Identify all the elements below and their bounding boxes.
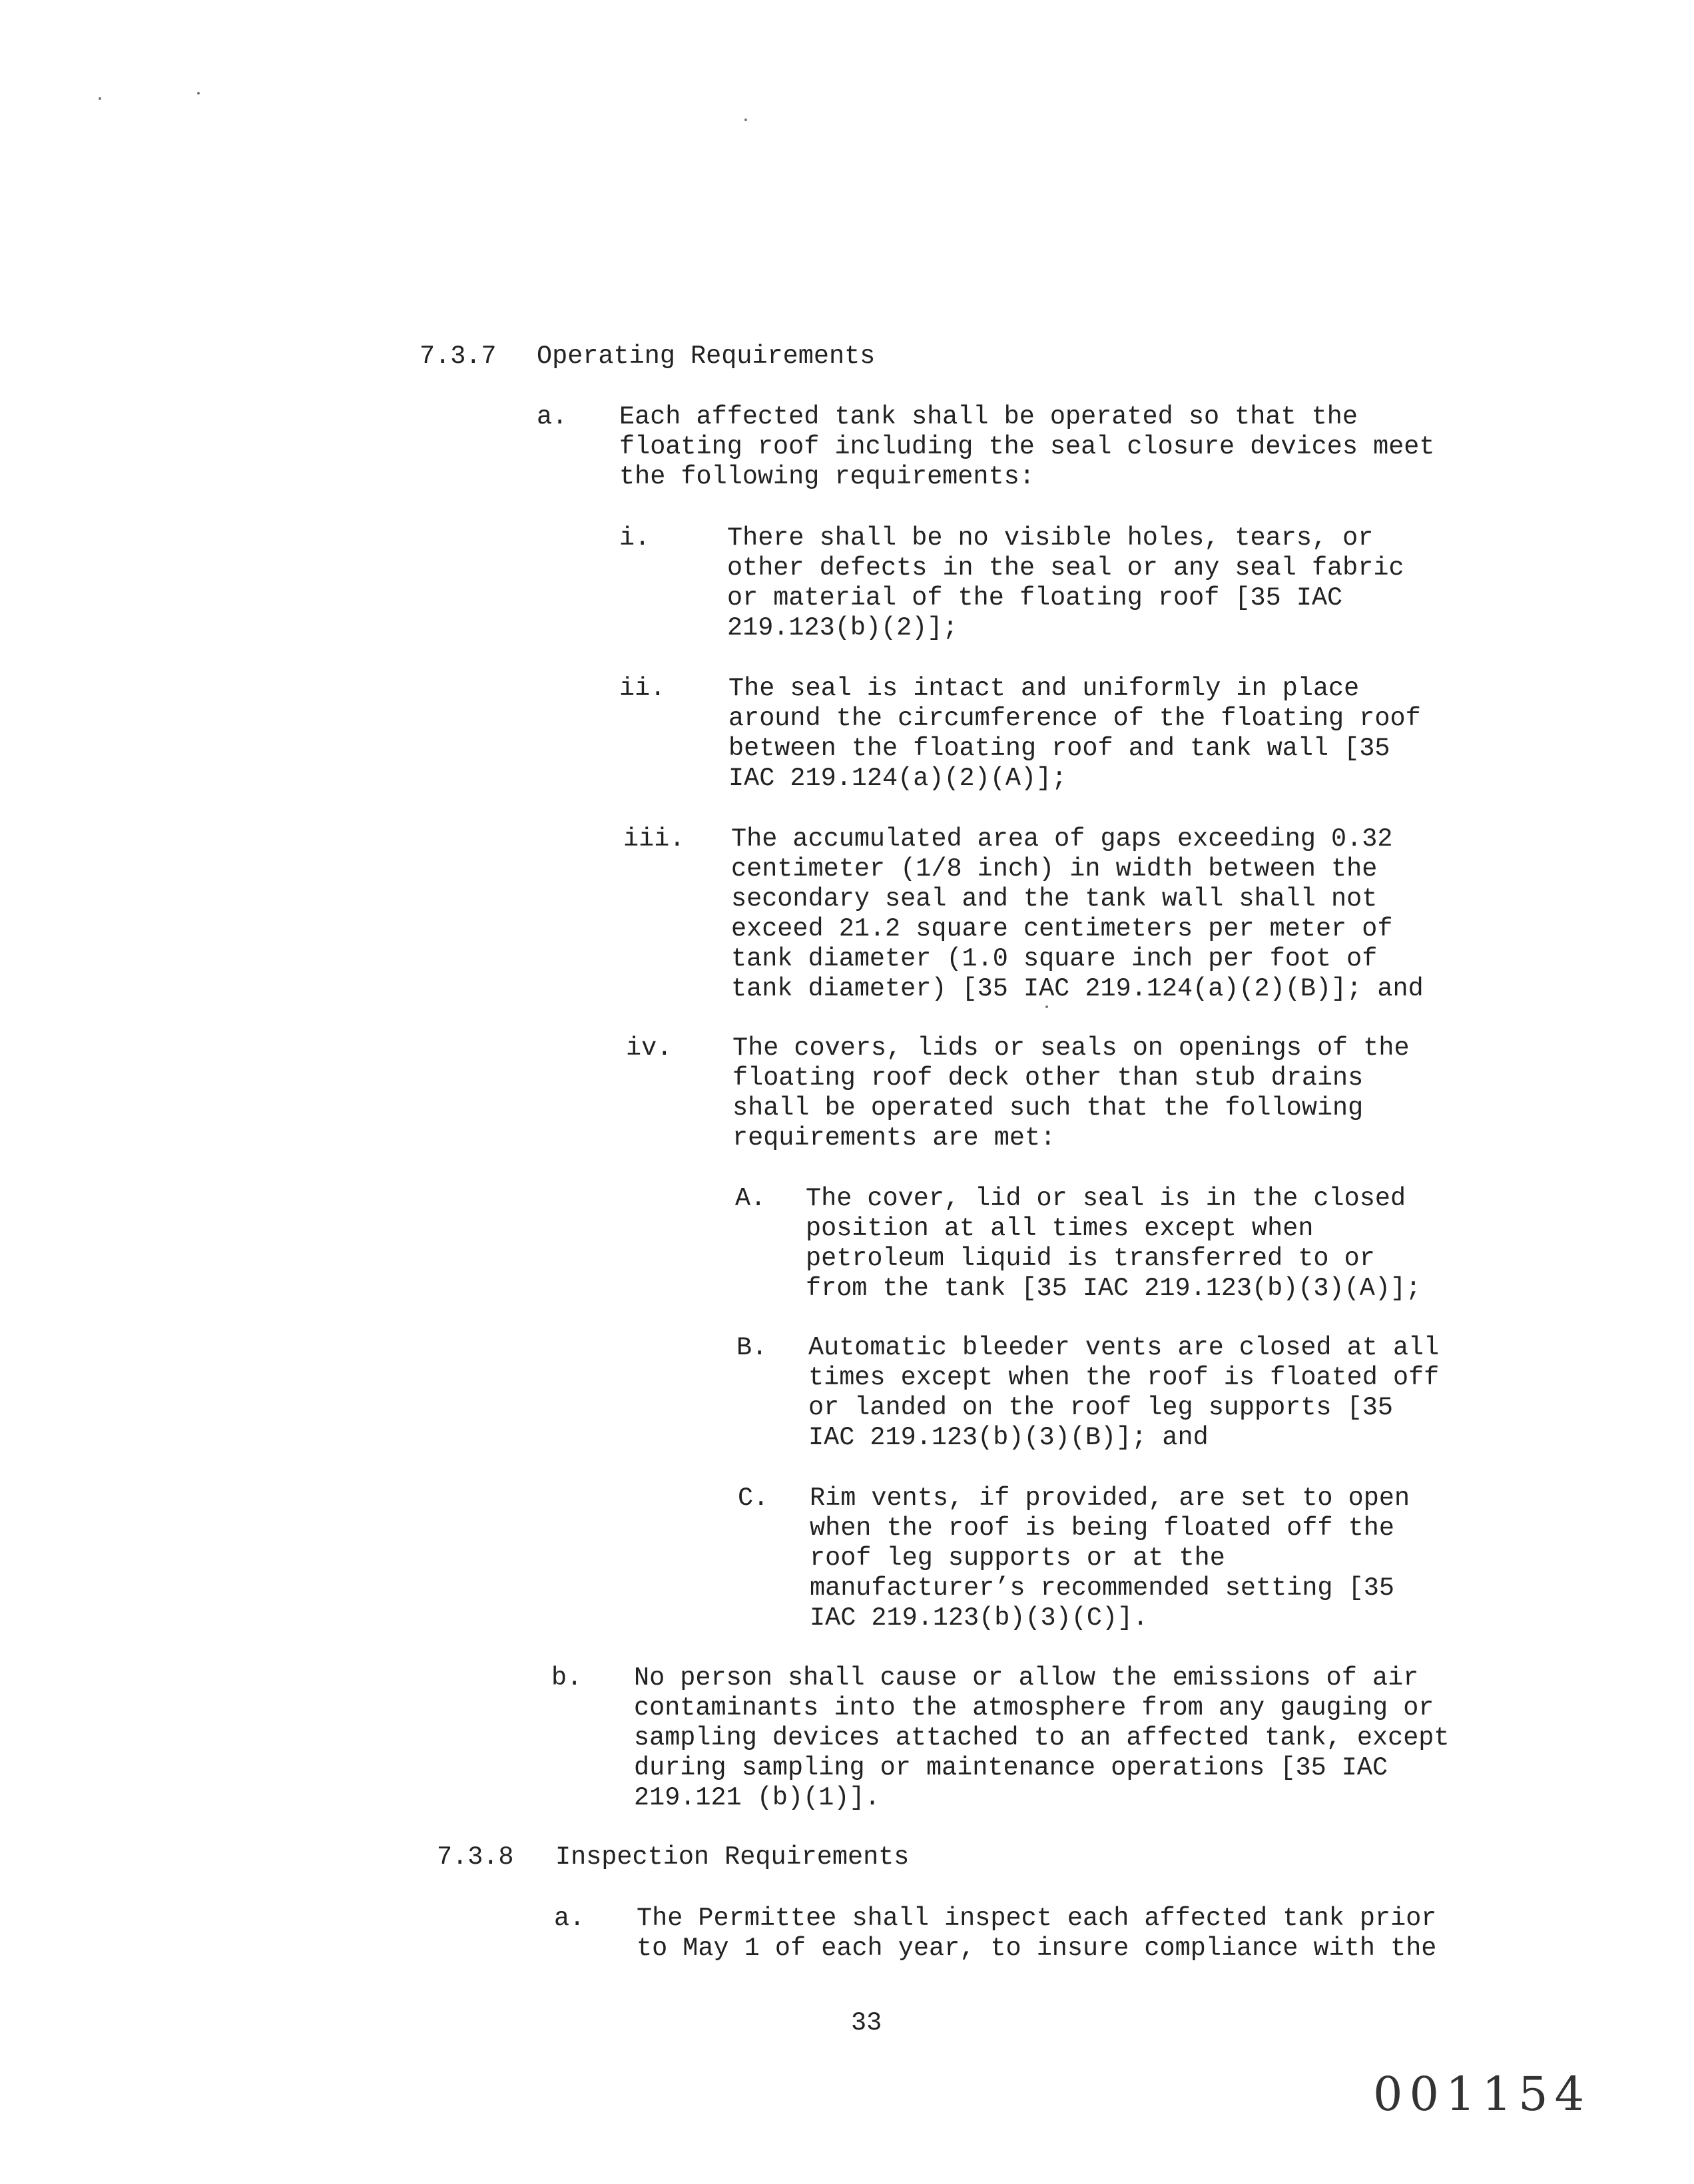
section-title-inspection-requirements: Inspection Requirements: [555, 1842, 910, 1872]
item-text-i: There shall be no visible holes, tears, or other defects in the seal or any seal fabric or material of the floating roof [35 IAC 219.123(b)(2)];: [727, 523, 1404, 643]
scan-speck: [197, 92, 200, 95]
item-text-A: The cover, lid or seal is in the closed position at all times except when petroleum liquid is transferred to or from the tank [35 IAC 219.123(b)(3)(A)];: [806, 1184, 1422, 1303]
page-number: 33: [851, 2008, 882, 2038]
item-label-a-inspection: a.: [554, 1904, 585, 1933]
item-label-ii: ii.: [619, 674, 666, 703]
item-text-iv: The covers, lids or seals on openings of the floating roof deck other than stub drains shall be operated such that the following requirements are met:: [732, 1033, 1410, 1153]
scan-speck: [99, 97, 101, 100]
item-text-b: No person shall cause or allow the emissions of air contaminants into the atmosphere from any gauging or sampling devices attached to an affected tank, except during sampling or maintenance operations [35 IAC 219.121 (b)(1)].: [634, 1663, 1450, 1812]
section-title-operating-requirements: Operating Requirements: [537, 342, 876, 371]
item-label-B: B.: [736, 1333, 768, 1362]
item-text-ii: The seal is intact and uniformly in place around the circumference of the floating roof between the floating roof and tank wall [35 IAC 219.124(a)(2)(A)];: [728, 674, 1421, 793]
scan-speck: [1045, 1005, 1048, 1008]
section-number-7-3-7: 7.3.7: [420, 342, 497, 371]
scan-speck: [744, 119, 747, 121]
item-label-iv: iv.: [626, 1033, 673, 1063]
item-text-a: Each affected tank shall be operated so that the floating roof including the seal closure devices meet the following requirements:: [619, 402, 1435, 491]
document-stamp-number: 001154: [1373, 2067, 1591, 2121]
item-label-A: A.: [735, 1184, 766, 1213]
item-label-b: b.: [551, 1663, 583, 1693]
item-label-iii: iii.: [623, 824, 685, 854]
item-label-C: C.: [738, 1484, 769, 1513]
item-label-a: a.: [537, 402, 568, 431]
item-text-a-inspection: The Permittee shall inspect each affected tank prior to May 1 of each year, to insure compliance with the: [637, 1904, 1437, 1963]
item-text-C: Rim vents, if provided, are set to open when the roof is being floated off the roof leg supports or at the manufacturer’s recommended setting [35 IAC 219.123(b)(3)(C)].: [810, 1484, 1410, 1633]
section-number-7-3-8: 7.3.8: [437, 1842, 514, 1872]
item-text-iii: The accumulated area of gaps exceeding 0.32 centimeter (1/8 inch) in width between the secondary seal and the tank wall shall not exceed 21.2 square centimeters per meter of tank diameter (1.0 square inch per foot of tank diameter) [35 IAC 219.124(a)(2)(B)]; and: [731, 824, 1424, 1003]
item-text-B: Automatic bleeder vents are closed at all times except when the roof is floated off or landed on the roof leg supports [35 IAC 219.123(b)(3)(B)]; and: [808, 1333, 1440, 1452]
item-label-i: i.: [619, 523, 651, 553]
